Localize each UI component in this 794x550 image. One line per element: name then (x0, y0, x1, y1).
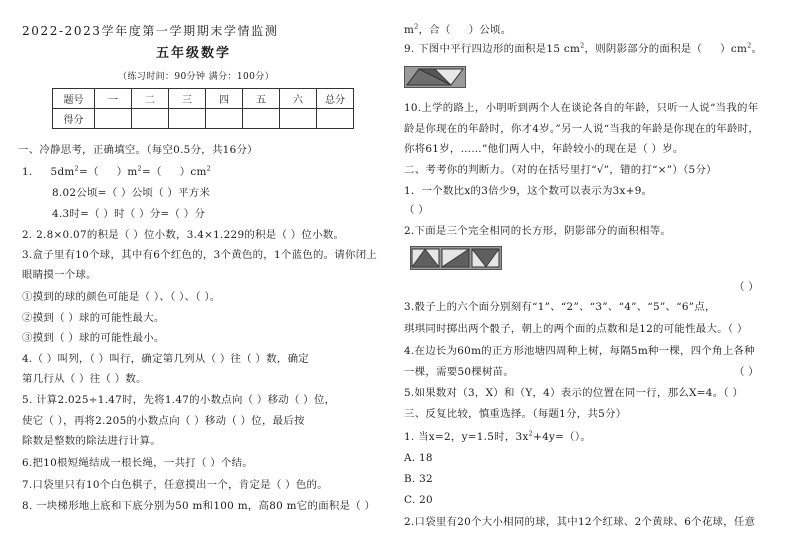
option-a[interactable]: A. 18 (404, 452, 433, 464)
table-cell: 五 (243, 89, 280, 109)
score-table-header-row (53, 89, 354, 109)
table-cell: 四 (206, 89, 243, 109)
question-line: 4.（ ）叫列，（ ）叫行，确定第几列从（ ）往（ ）数，确定 (22, 353, 309, 365)
table-cell: 一 (95, 89, 132, 109)
question-line: 1．一个数比x的3倍少9，这个数可以表示为3x+9。 (404, 185, 653, 197)
parallelogram-figure (404, 66, 466, 88)
score-input-cell[interactable] (132, 109, 169, 129)
question-line: 6.把10根短绳结成一根长绳，一共打（ ）个结。 (22, 457, 254, 469)
question-line: 5. 计算2.025÷1.47时，先将1.47的小数点向（ ）移动（ ）位， (22, 394, 336, 406)
question-line: 除数是整数的除法进行计算。 (22, 435, 161, 447)
exam-subtitle: 五年级数学 (156, 46, 232, 61)
table-cell: 总分 (317, 89, 354, 109)
table-cell: 六 (280, 89, 317, 109)
question-line: ①摸到的球的颜色可能是（ ）、（ ）、（ ）。 (22, 291, 221, 303)
score-table (52, 88, 354, 129)
section-three-heading: 三、反复比较，慎重选择。（每题1分，共5分） (404, 408, 627, 420)
score-table-score-row (53, 109, 354, 129)
table-cell: 题号 (53, 89, 95, 109)
question-line: 眼睛摸一个球。 (22, 269, 97, 281)
question-line: $m^2$，合（ ）公顷。 (404, 22, 512, 36)
question-line: 4.在边长为60m的正方形池塘四周种上树，每隔5m种一棵，四个角上各种 (404, 345, 755, 357)
question-line: 4.3时=（ ）时（ ）分=（ ）分 (52, 208, 206, 220)
question-line: 1. 当x=2，y=1.5时，$3x^2+4y=()$。 (404, 429, 592, 443)
table-cell: 三 (169, 89, 206, 109)
answer-blank[interactable]: （ ） (404, 204, 429, 216)
score-input-cell[interactable] (206, 109, 243, 129)
question-line: 2.下面是三个完全相同的长方形，阴影部分的面积相等。 (404, 225, 672, 237)
answer-blank[interactable]: （ ） (734, 281, 759, 293)
score-input-cell[interactable] (169, 109, 206, 129)
option-c[interactable]: C. 20 (404, 494, 433, 506)
question-line: 你将61岁，……”他们两人中，年龄较小的现在是（ ）岁。 (404, 143, 684, 155)
question-line: 龄是你现在的年龄时，你才4岁。”另一人说“当我的年龄是你现在的年龄时， (404, 123, 760, 135)
question-line: 一棵，需要50棵树苗。 (404, 366, 515, 378)
rectangles-figure (410, 246, 502, 270)
table-cell: 得分 (53, 109, 95, 129)
question-line: 3.骰子上的六个面分别刻有“1”、“2”、“3”、“4”、“5”、“6”点， (404, 301, 716, 313)
question-line: 7.口袋里只有10个白色棋子，任意摸出一个，肯定是（ ）色的。 (22, 479, 328, 491)
section-one-heading: 一、冷静思考，正确填空。（每空0.5分，共16分） (18, 144, 258, 156)
exam-info: （练习时间：90分钟 满分：100分） (118, 72, 275, 82)
question-line: 2.口袋里有20个大小相同的球，其中12个红球、2个黄球、6个花球，任意 (404, 516, 756, 528)
question-line: 琪琪同时掷出两个骰子，朝上的两个面的点数和是12的可能性最大。（ ） (404, 323, 748, 335)
question-line: 8.02公顷=（ ）公顷（ ）平方米 (52, 187, 211, 199)
question-line: 9. 下图中平行四边形的面积是15 $cm^2$，则阴影部分的面积是（ ）$cm^2$。 (404, 41, 763, 55)
score-input-cell[interactable] (280, 109, 317, 129)
table-cell: 二 (132, 89, 169, 109)
question-line: 3.盒子里有10个球，其中有6个红色的，3个黄色的，1个蓝色的。请你闭上 (22, 249, 378, 261)
exam-title: 2022-2023学年度第一学期期末学情监测 (22, 24, 279, 38)
answer-blank[interactable]: （ ） (734, 366, 759, 378)
question-line: 8. 一块梯形地上底和下底分别为50 m和100 m，高80 m它的面积是（ ） (22, 500, 376, 512)
question-line: 2. 2.8×0.07的积是（ ）位小数，3.4×1.229的积是（ ）位小数。 (22, 229, 345, 241)
score-input-cell[interactable] (243, 109, 280, 129)
parallelogram-shaded-icon (405, 67, 465, 87)
question-line: 第几行从（ ）往（ ）数。 (22, 373, 147, 385)
section-two-heading: 二、考考你的判断力。（对的在括号里打“√”，错的打“×”）（5分） (404, 164, 717, 176)
question-line: 10.上学的路上，小明听到两个人在谈论各自的年龄，只听一人说“当我的年 (404, 102, 759, 114)
question-line: ③摸到（ ）球的可能性最小。 (22, 332, 165, 344)
three-rectangles-shaded-icon (411, 247, 501, 269)
question-line: 1. $5dm^2=$（ ）$m^2=$（ ）$cm^2$ (22, 164, 212, 178)
question-line: ②摸到（ ）球的可能性最大。 (22, 312, 165, 324)
question-line: 使它（ ），再将2.205的小数点向（ ）移动（ ）位，最后按 (22, 415, 305, 427)
score-input-cell[interactable] (95, 109, 132, 129)
question-line: 5.如果数对（3，X）和（Y，4）表示的位置在同一行，那么X=4。（ ） (404, 387, 744, 399)
score-input-cell[interactable] (317, 109, 354, 129)
option-b[interactable]: B. 32 (404, 473, 433, 485)
